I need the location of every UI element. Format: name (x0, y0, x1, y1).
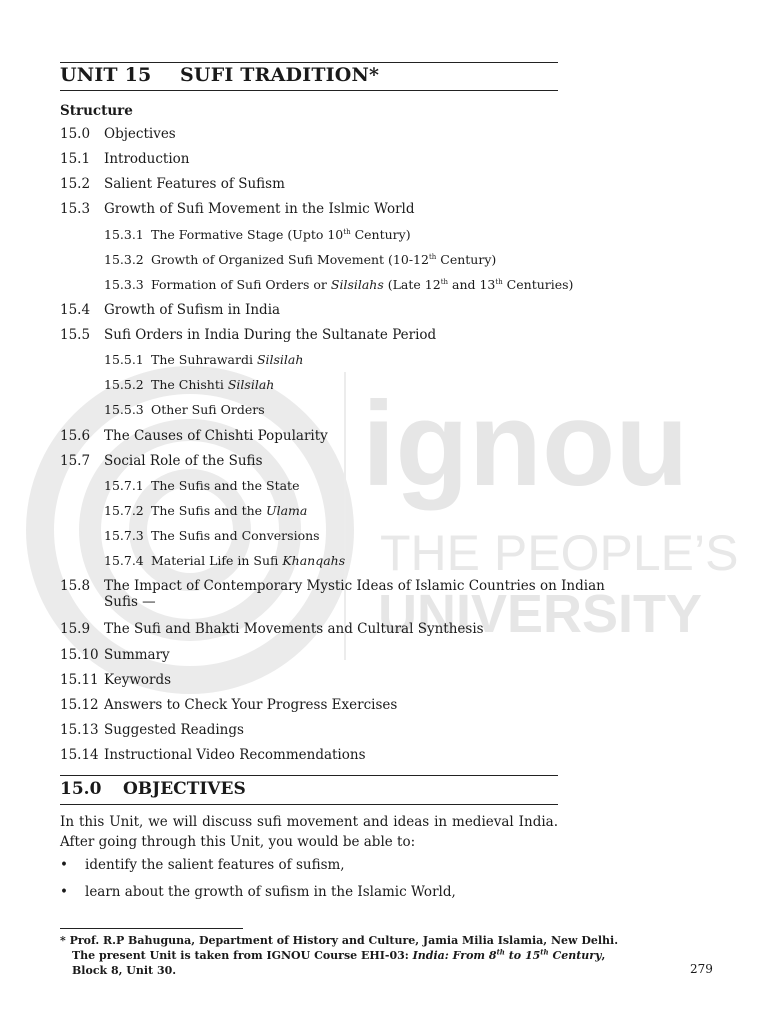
toc-label (104, 647, 170, 663)
objectives-heading (60, 779, 246, 799)
structure-heading: Structure (60, 103, 133, 119)
toc-label-text: Sufi Orders in India During the Sultanate Period (104, 327, 437, 343)
toc-label (151, 227, 411, 242)
toc-label-text: Formation of Sufi Orders or (151, 277, 331, 292)
toc-number: 15.3 (60, 201, 91, 217)
toc-label (104, 578, 605, 610)
toc-label-text: The Sufis and the (151, 503, 267, 518)
header-bottom-rule (60, 90, 558, 91)
toc-number: 15.13 (60, 722, 99, 738)
toc-label-italic: Khanqahs (282, 553, 346, 568)
unit-number: UNIT 15 (60, 64, 152, 86)
footnote-course-part: Century (548, 949, 602, 962)
objectives-title: OBJECTIVES (123, 779, 246, 799)
footnote-rule (60, 928, 243, 929)
toc-number: 15.5 (60, 327, 91, 343)
toc-label-italic: Silsilahs (330, 277, 384, 292)
toc-label-text: Answers to Check Your Progress Exercises (104, 697, 398, 713)
toc-label (104, 722, 244, 738)
toc-label-text: The Sufi and Bhakti Movements and Cultural Synthesis (104, 621, 484, 637)
toc-label (104, 151, 190, 167)
footnote-course-title (413, 949, 602, 962)
toc-label-text: Introduction (104, 151, 190, 167)
footnote-course-part: India: From 8 (412, 949, 497, 962)
toc-label-text: Material Life in Sufi (151, 553, 283, 568)
toc-label (104, 327, 436, 343)
toc-label-text: The Chishti (151, 377, 228, 392)
watermark-line2: UNIVERSITY (378, 584, 703, 644)
bullet-text: learn about the growth of sufism in the Islamic World, (85, 884, 456, 900)
toc-number: 15.6 (60, 428, 91, 444)
toc-label-text: The Suhrawardi (151, 352, 257, 367)
toc-label (104, 302, 280, 318)
bullet-icon: • (60, 857, 68, 873)
toc-number: 15.3.2 (104, 252, 144, 267)
toc-label (104, 672, 171, 688)
footnote-course-part: to 15 (504, 949, 541, 962)
toc-number: 15.7.3 (104, 528, 144, 543)
toc-label-sup: th (343, 227, 351, 236)
bullet-icon: • (60, 884, 68, 900)
header-top-rule (60, 62, 558, 63)
toc-number: 15.7.1 (104, 478, 144, 493)
footnote-source: The present Unit is taken from IGNOU Course EHI-03: (72, 949, 413, 962)
toc-label-text: The Sufis and Conversions (151, 528, 320, 543)
toc-label (151, 402, 265, 417)
unit-name: SUFI TRADITION* (180, 64, 380, 86)
toc-label-text: Suggested Readings (104, 722, 244, 738)
footnote-line-2 (60, 947, 606, 963)
toc-number: 15.3.3 (104, 277, 144, 292)
toc-label-sup: th (440, 277, 449, 286)
watermark-line1: THE PEOPLE’S (380, 525, 739, 581)
toc-number: 15.7.4 (104, 553, 144, 568)
toc-number: 15.7.2 (104, 503, 144, 518)
toc-number: 15.5.2 (104, 377, 144, 392)
footnote-sup: th (496, 947, 505, 957)
toc-label (104, 453, 263, 469)
toc-label-text: Sufis — (104, 594, 156, 611)
toc-number: 15.5.1 (104, 352, 144, 367)
toc-label-text: Centuries) (502, 277, 574, 292)
page-number: 279 (690, 962, 713, 976)
toc-label-text: Keywords (104, 672, 172, 688)
toc-label-italic: Ulama (266, 503, 308, 518)
objectives-intro: In this Unit, we will discuss sufi movement and ideas in medieval India. After going through this Unit, you would be able to: (60, 814, 558, 850)
toc-label-text: Century) (350, 227, 411, 242)
objectives-top-rule (60, 775, 558, 776)
toc-label (104, 697, 397, 713)
toc-number: 15.8 (60, 578, 91, 594)
toc-label-italic: Silsilah (227, 377, 275, 392)
toc-label (104, 176, 285, 192)
toc-label (151, 553, 345, 568)
objectives-number: 15.0 (60, 779, 102, 799)
footnote (60, 933, 619, 978)
toc-number: 15.10 (60, 647, 99, 663)
footnote-sup: th (540, 947, 549, 957)
footnote-punct: , (601, 949, 606, 962)
toc-label (104, 621, 484, 637)
toc-number: 15.1 (60, 151, 91, 167)
toc-number: 15.3.1 (104, 227, 144, 242)
footnote-line-3: Block 8, Unit 30. (72, 964, 177, 977)
unit-title (60, 64, 380, 86)
toc-label-text: The Formative Stage (Upto 10 (151, 227, 344, 242)
toc-label-text: The Impact of Contemporary Mystic Ideas of Islamic Countries on Indian (104, 578, 605, 594)
toc-label-text: Instructional Video Recommendations (104, 747, 366, 763)
bullet-text: identify the salient features of sufism, (85, 857, 345, 873)
toc-label-text: Growth of Organized Sufi Movement (10-12 (151, 252, 429, 267)
toc-label-text: The Sufis and the State (151, 478, 300, 493)
toc-number: 15.5.3 (104, 402, 144, 417)
toc-label-text: The Causes of Chishti Popularity (104, 428, 328, 444)
toc-label (104, 201, 415, 217)
toc-label-text: Growth of Sufi Movement in the Islmic World (104, 201, 415, 217)
toc-label-text: and 13 (448, 277, 496, 292)
toc-number: 15.11 (60, 672, 99, 688)
toc-label-text: Growth of Sufism in India (104, 302, 281, 318)
toc-label (151, 252, 496, 267)
toc-label-text: Summary (104, 647, 170, 663)
toc-label (104, 126, 176, 142)
toc-label-sup: th (428, 252, 437, 261)
toc-label (151, 377, 274, 392)
watermark-brand: ignou (362, 377, 689, 511)
toc-label (151, 478, 299, 493)
toc-label-sup: th (495, 277, 503, 286)
toc-number: 15.12 (60, 697, 99, 713)
toc-number: 15.4 (60, 302, 91, 318)
toc-label-italic: Silsilah (256, 352, 304, 367)
toc-label-text: Century) (436, 252, 497, 267)
toc-number: 15.7 (60, 453, 91, 469)
toc-label-text: Other Sufi Orders (151, 402, 265, 417)
objectives-bottom-rule (60, 804, 558, 805)
toc-label (151, 503, 307, 518)
toc-number: 15.14 (60, 747, 99, 763)
toc-label (104, 428, 328, 444)
footnote-line-1: * Prof. R.P Bahuguna, Department of History and Culture, Jamia Milia Islamia, New Delhi. (60, 934, 619, 947)
toc-label (151, 352, 303, 367)
toc-label-text: Social Role of the Sufis (104, 453, 263, 469)
toc-number: 15.0 (60, 126, 91, 142)
toc-label-text: Salient Features of Sufism (104, 176, 285, 192)
toc-label (104, 747, 366, 763)
toc-number: 15.9 (60, 621, 91, 637)
toc-number: 15.2 (60, 176, 91, 192)
toc-label (151, 277, 573, 292)
toc-label (151, 528, 320, 543)
toc-label-text: Objectives (104, 126, 176, 142)
toc-label-text: (Late 12 (383, 277, 441, 292)
